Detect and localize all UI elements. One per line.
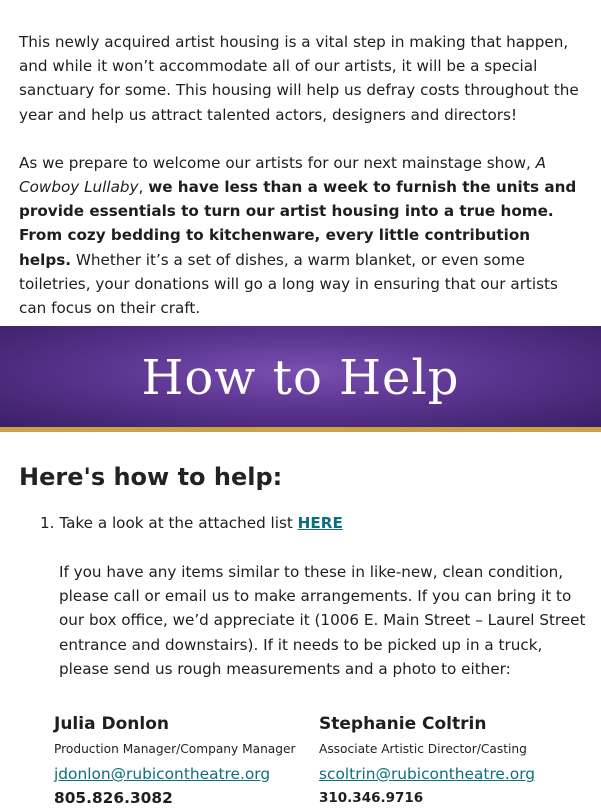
intro-bold-text: we have less than a week to furnish the units and provide essentials to turn our artist housing into a true home. From cozy bedding to kitchenware, every little contribution helps. <box>19 178 577 269</box>
intro-paragraph-1: This newly acquired artist housing is a vital step in making that happen, and while it won’t accommodate all of our artists, it will be a special sanctuary for some. This housing will help us defray costs throughout the year and help us attract talented actors, designers and directors! <box>19 33 579 124</box>
show-title: A Cowboy Lullaby <box>19 153 547 197</box>
contact-name: Julia Donlon <box>54 714 169 734</box>
contact-card-julia <box>54 712 324 811</box>
instructions-text: If you have any items similar to these in like-new, clean condition, please call or email us to make arrangements. If you can bring it to our box office, we’d appreciate it (1006 E. Main Street – Laurel Street entrance and downstairs). If it needs to be picked up in a truck, please send us rough measurements and a photo to either: <box>59 563 586 678</box>
contact-role: Associate Artistic Director/Casting <box>319 742 527 756</box>
contact-card-stephanie <box>319 712 589 811</box>
contact-email-link[interactable]: scoltrin@rubicontheatre.org <box>319 765 536 783</box>
step-number: 1. <box>40 514 55 532</box>
contact-phone: 310.346.9716 <box>319 790 424 806</box>
contact-role: Production Manager/Company Manager <box>54 742 296 756</box>
intro-text: As we prepare to welcome our artists for our next mainstage show, <box>19 153 536 172</box>
how-to-help-banner <box>0 326 601 432</box>
list-item <box>40 512 343 534</box>
step-text: Take a look at the attached list <box>59 514 298 532</box>
intro-section <box>19 30 585 320</box>
banner-title: How to Help <box>141 350 460 406</box>
intro-text: , <box>138 178 149 197</box>
contact-name: Stephanie Coltrin <box>319 714 487 734</box>
contact-email-link[interactable]: jdonlon@rubicontheatre.org <box>54 765 271 783</box>
intro-paragraph-2 <box>19 151 585 320</box>
contact-phone: 805.826.3082 <box>54 789 173 807</box>
intro-text: Whether it’s a set of dishes, a warm blanket, or even some toiletries, your donations will go a long way in ensuring that our artists can focus on their craft. <box>19 250 558 318</box>
here-link[interactable]: HERE <box>297 514 343 532</box>
section-heading: Here's how to help: <box>19 463 283 491</box>
